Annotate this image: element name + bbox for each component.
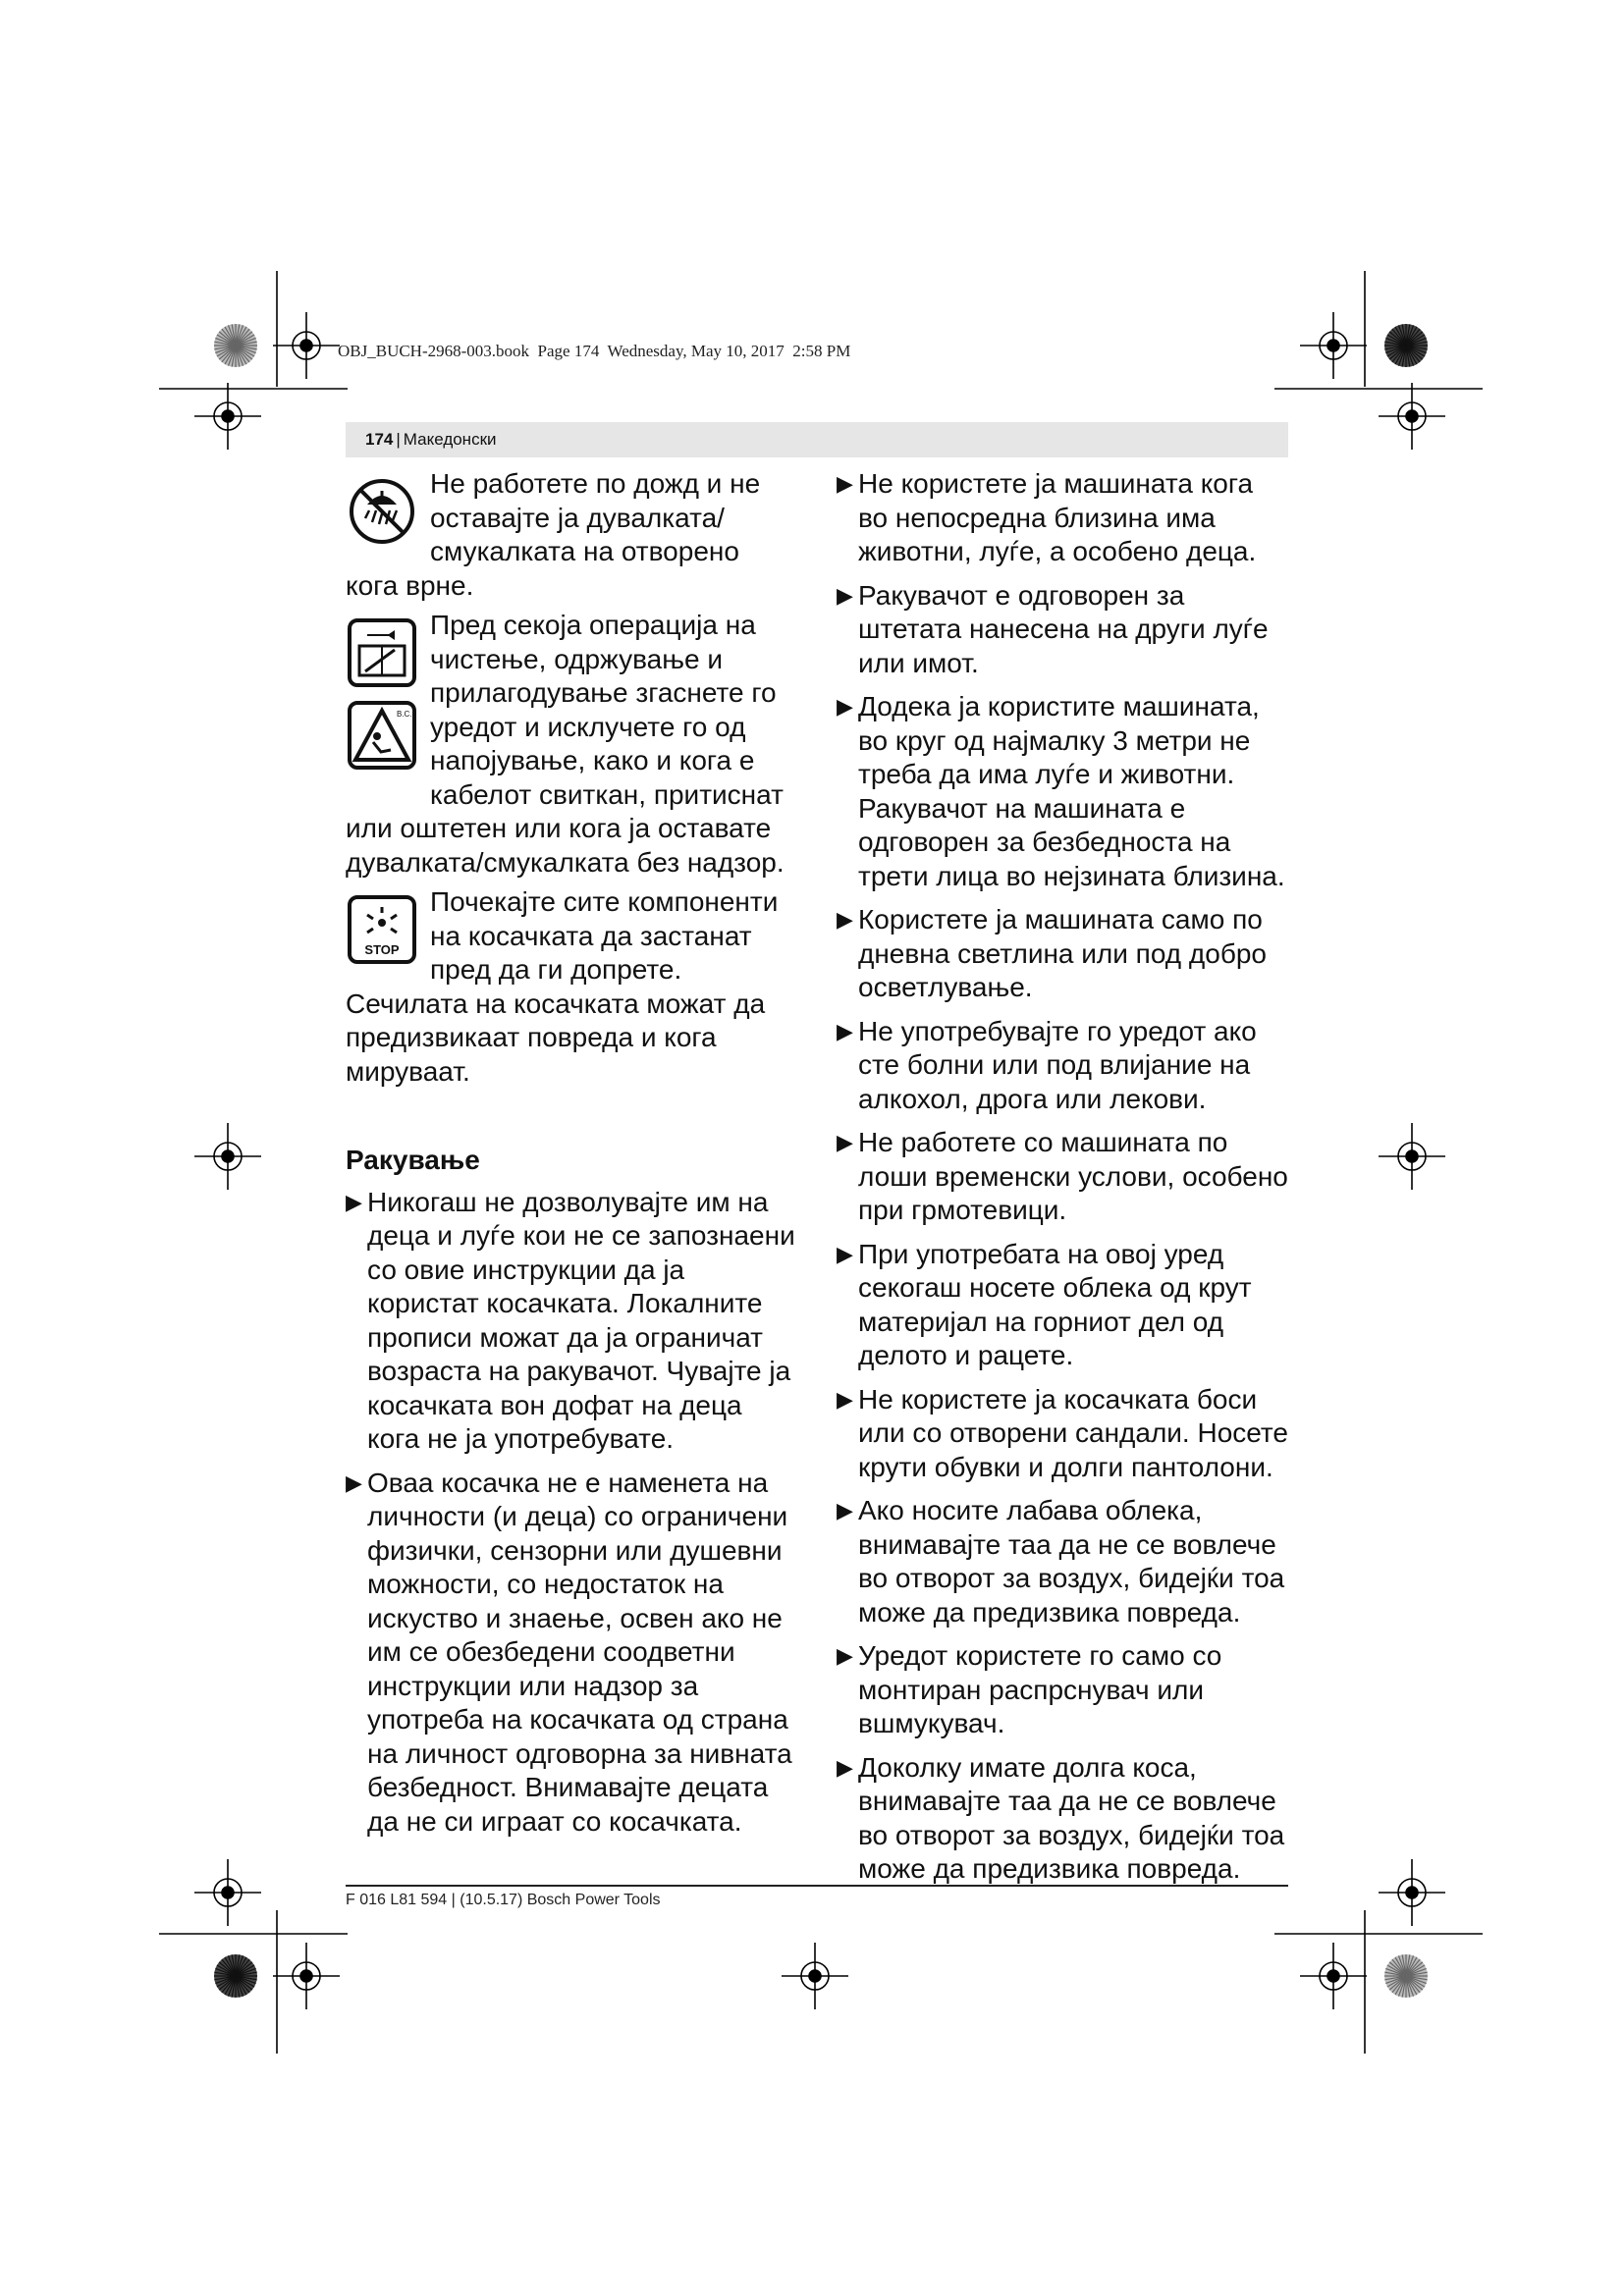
right-column (837, 467, 1288, 1896)
list-item-text: Никогаш не дозволувајте им на деца и луѓе кои не се запознаени со овие инструкции да ја користат косачката. Локалните прописи можат да ја ограничат возраста на ракувачот. Чувајте ја косачката вон дофат на деца кога не ја употребувате. (367, 1186, 795, 1454)
registration-mark (194, 1123, 261, 1190)
list-item (837, 690, 1288, 893)
list-item-text: Ракувачот е одговорен за штетата нанесена на други луѓе или имот. (858, 579, 1269, 678)
registration-mark (782, 1943, 848, 2009)
bullet-arrow: ▶ (346, 1189, 362, 1214)
bullet-arrow: ▶ (837, 1498, 853, 1522)
icon-paragraph-text: Почекајте сите компоненти на косачката да застанат пред да ги допрете. Сечилата на косачката можат да предизвикаат повреда и кога мируваат. (346, 886, 779, 1087)
section-heading: Ракување (346, 1145, 480, 1175)
list-item-text: Користете ја машината само по дневна светлина или под добро осветлување. (858, 904, 1267, 1002)
list-item (837, 579, 1288, 681)
icon-group-stop (346, 893, 430, 976)
header-language: Македонски (403, 430, 497, 449)
list-item (837, 1751, 1288, 1887)
starburst-target (214, 1954, 257, 1998)
stop-label: STOP (364, 942, 400, 957)
icon-paragraph-rain (346, 467, 799, 603)
icon-paragraph-stop (346, 885, 799, 1089)
no-rain-icon (346, 475, 418, 548)
registration-mark (1379, 1859, 1445, 1926)
header-text (365, 430, 497, 450)
starburst-target (1384, 324, 1428, 367)
list-item (837, 1015, 1288, 1117)
bullet-arrow: ▶ (837, 582, 853, 608)
stop-blade-icon (346, 893, 418, 966)
list-item-text: Не работете со машината по лоши временски услови, особено при грмотевици. (858, 1127, 1288, 1225)
registration-mark (1379, 383, 1445, 450)
read-manual-icon (346, 616, 418, 689)
registration-mark (1300, 1943, 1367, 2009)
registration-mark (1300, 312, 1367, 379)
list-item-text: Додека ја користите машината, во круг од најмалку 3 метри не треба да има луѓе и животни. Ракувачот на машината е одговорен за безбедноста на трети лица во нејзината близина. (858, 691, 1285, 891)
page-header (346, 422, 1288, 457)
bc-label: B.C. (397, 710, 412, 719)
bullet-arrow: ▶ (837, 1643, 853, 1668)
list-item-text: Оваа косачка не е наменета на личности (и деца) со ограничени физички, сензорни или душевни можности, со недостаток на искуство и знаење, освен ако не им се обезбедени соодветни инструкции или надзор за употреба на косачката од страна на личност одговорна за нивната безбедност. Внимавајте децата да не си играат со косачката. (367, 1467, 792, 1837)
bullet-arrow: ▶ (837, 1018, 853, 1043)
list-item (837, 1126, 1288, 1228)
registration-mark (194, 1859, 261, 1926)
list-item (837, 1383, 1288, 1485)
icon-paragraph-maintenance (346, 609, 799, 880)
list-item (837, 903, 1288, 1005)
bullet-arrow: ▶ (837, 471, 853, 496)
registration-mark (194, 383, 261, 450)
bullet-arrow: ▶ (837, 907, 853, 932)
list-item-text: При употребата на овој уред секогаш носете облека од крут материјал на горниот дел од делото и рацете. (858, 1238, 1252, 1370)
left-column (346, 467, 799, 1848)
bullet-arrow: ▶ (837, 1241, 853, 1266)
registration-mark (273, 312, 340, 379)
list-item (837, 467, 1288, 569)
bullet-arrow: ▶ (837, 1130, 853, 1154)
list-item-text: Уредот користете го само со монтиран распрснувач или вшмукувач. (858, 1640, 1222, 1738)
icon-paragraph-text: Не работете по дожд и не оставајте ја дувалката/смукалката на отворено кога врне. (346, 468, 761, 601)
bullet-arrow: ▶ (346, 1469, 362, 1495)
footer-rule (346, 1885, 1288, 1887)
header-separator: | (396, 430, 401, 449)
page-number: 174 (365, 430, 394, 449)
list-item (346, 1186, 799, 1457)
registration-mark (1379, 1123, 1445, 1190)
registration-mark (273, 1943, 340, 2009)
starburst-target (214, 324, 257, 367)
list-item-text: Не употребувајте го уредот ако сте болни или под влијание на алкохол, дрога или лекови. (858, 1015, 1257, 1114)
bullet-arrow: ▶ (837, 1754, 853, 1780)
list-item-text: Не користете ја машината кога во непосредна близина има животни, луѓе, а особено деца. (858, 468, 1257, 566)
bullet-arrow: ▶ (837, 1386, 853, 1412)
list-item-text: Доколку имате долга коса, внимавајте таа да не се вовлече во отворот за воздух, бидејќи тоа може да предизвика повреда. (858, 1751, 1285, 1884)
list-item-text: Ако носите лабава облека, внимавајте таа да не се вовлече во отворот за воздух, бидејќи тоа може да предизвика повреда. (858, 1495, 1285, 1628)
bullet-arrow: ▶ (837, 694, 853, 719)
list-item (837, 1238, 1288, 1373)
icon-paragraph-text: Пред секоја операција на чистење, одржување и прилагодување згаснете го уредот и исклучете го од напојување, како и кога е кабелот свиткан, притиснат или оштетен или кога ја оставате дувалката/смукалката без надзор. (346, 610, 785, 878)
warning-triangle-icon (346, 699, 418, 772)
list-item (837, 1639, 1288, 1741)
footer-text: F 016 L81 594 | (10.5.17) Bosch Power Tools (346, 1892, 661, 1908)
book-file-line: OBJ_BUCH-2968-003.book Page 174 Wednesday, May 10, 2017 2:58 PM (338, 342, 851, 360)
list-item (837, 1494, 1288, 1629)
list-item (346, 1467, 799, 1840)
starburst-target (1384, 1954, 1428, 1998)
list-item-text: Не користете ја косачката боси или со отворени сандали. Носете крути обувки и долги пантолони. (858, 1383, 1289, 1482)
icon-group-rain (346, 475, 430, 558)
icon-group-maintenance (346, 616, 430, 781)
